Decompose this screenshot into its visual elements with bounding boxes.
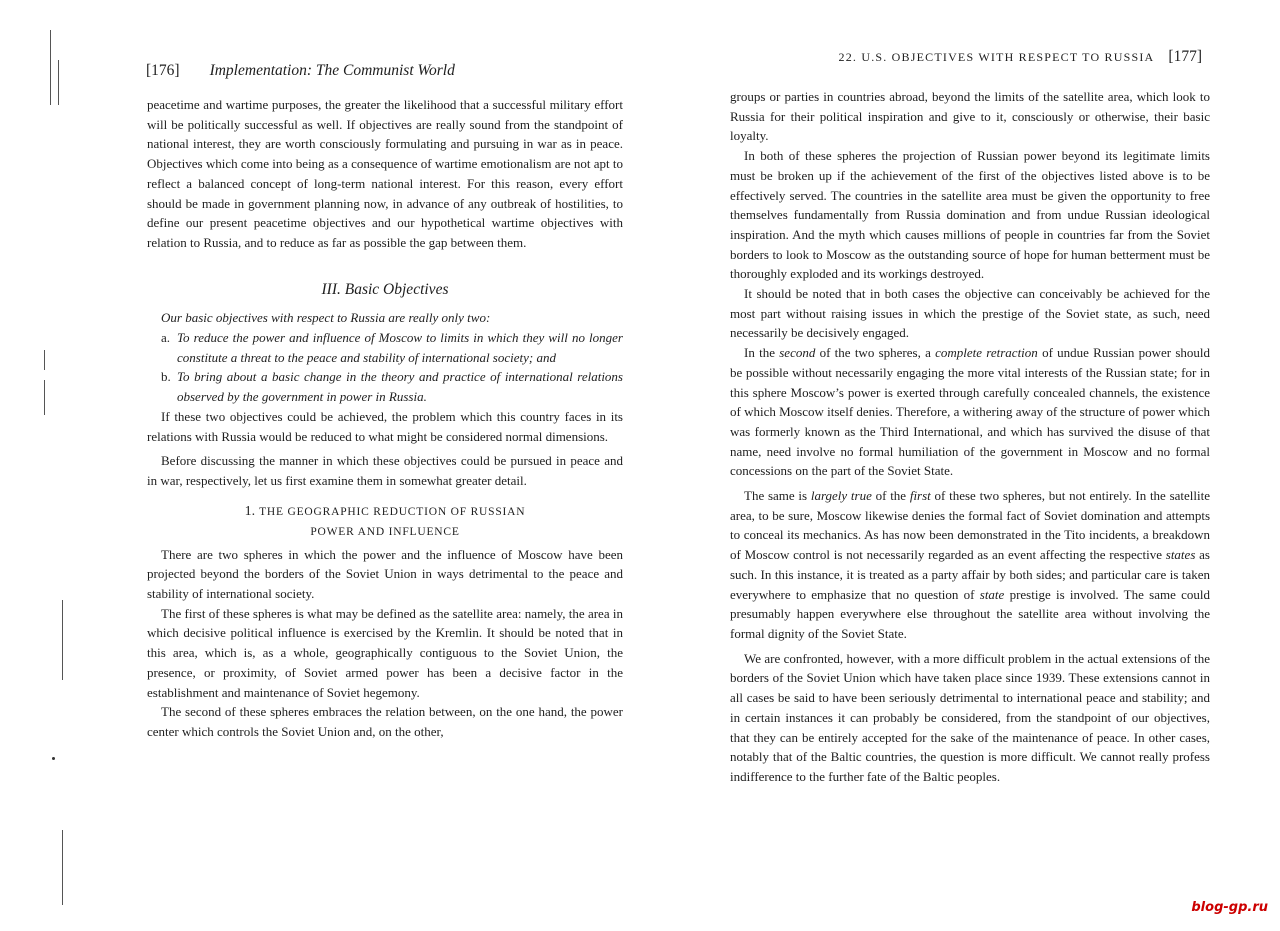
- paragraph: It should be noted that in both cases the objective can conceivably be achieved for the most part without raising issues in which the prestige of the Soviet state, as such, need necessarily be decisively engaged.: [730, 286, 1210, 341]
- objective-text: To bring about a basic change in the theory and practice of international relations observed by the government in power in Russia.: [177, 369, 623, 405]
- text-run: as such. In this instance, it is treated as a party affair by both sides; and particular care is taken everywhere to emphasize that no question of: [730, 547, 1210, 602]
- paragraph: [730, 486, 1210, 644]
- emphasis: complete retraction: [935, 345, 1038, 361]
- binding-mark: [44, 350, 45, 370]
- emphasis: state: [979, 586, 1005, 602]
- subsection-line: POWER AND INFLUENCE: [310, 525, 460, 538]
- binding-mark: [62, 830, 63, 905]
- text-run: of the two spheres, a: [815, 345, 936, 361]
- section-heading: III. Basic Objectives: [321, 280, 449, 298]
- binding-mark: [62, 600, 63, 680]
- right-page: [640, 0, 1280, 931]
- emphasis: states: [1165, 547, 1196, 563]
- paragraph: If these two objectives could be achieved, the problem which this country faces in its relations with Russia would be reduced to what might be considered normal dimensions.: [147, 408, 623, 444]
- text-run: of the: [871, 488, 910, 504]
- text-run: In the: [744, 345, 780, 361]
- paragraph: In both of these spheres the projection of Russian power beyond its legitimate limits must be broken up if the achievement of the first of the objectives listed above is to be effectively served. The countries in the satellite area must be given the opportunity to free themselves fundamentally from Russia domination and from undue Russian ideological inspiration. And the myth which causes millions of people in countries far from the Soviet borders to look to Moscow as the outstanding source of hope for human betterment must be thoroughly exploded and its workings destroyed.: [730, 148, 1210, 282]
- paragraph: We are confronted, however, with a more difficult problem in the actual extensions of the borders of the Soviet Union which have taken place since 1939. These extensions cannot in all cases be said to have been seriously detrimental to international peace and stability; and in certain instances it can probably be considered, from the standpoint of our objectives, that they can be entirely accepted for the sake of the maintenance of peace. In other cases, notably that of the Baltic countries, the question is more difficult. We cannot really profess indifference to the further fate of the Baltic peoples.: [730, 650, 1210, 784]
- emphasis: first: [909, 488, 931, 504]
- subsection-number: 1.: [244, 503, 256, 519]
- paragraph: The second of these spheres embraces the relation between, on the one hand, the power center which controls the Soviet Union and, on the other,: [147, 704, 623, 739]
- subsection-line: THE GEOGRAPHIC REDUCTION OF RUSSIAN: [259, 505, 526, 518]
- page-number: [177]: [1168, 48, 1202, 65]
- running-title: 22. U.S. OBJECTIVES WITH RESPECT TO RUSSIA: [838, 50, 1155, 64]
- paragraph: peacetime and wartime purposes, the greater the likelihood that a successful military effort will be politically successful as well. If objectives are really sound from the standpoint of national interest, they are worth consciously formulating and pursuing in war as in peace. Objectives which come into being as a consequence of wartime emotionalism are not apt to reflect a balanced concept of long-term national interest. For this reason, every effort should be made in government planning now, in advance of any outbreak of hostilities, to define our present peacetime objectives and our hypothetical wartime objectives with relation to Russia, and to reduce as far as possible the gap between them.: [147, 97, 623, 250]
- emphasis: second: [779, 345, 816, 361]
- subsection-heading: [147, 502, 623, 542]
- running-head: [146, 62, 455, 80]
- objective-text: To reduce the power and influence of Moscow to limits in which they will no longer constitute a threat to the peace and stability of international society; and: [177, 330, 623, 365]
- objective-label: a.: [161, 330, 171, 346]
- text-run: The same is: [744, 488, 811, 504]
- objective-b: [147, 367, 623, 406]
- objective-a: [147, 328, 623, 367]
- body-text: [147, 95, 623, 742]
- text-run: of these two spheres, but not entirely. In the satellite area, to be sure, Moscow likewise denies the formal fact of Soviet domination and attempts to conceal its mechanics. As has now been demonstrated in the Tito incidents, a breakdown of Moscow control is not necessarily regarded as an event affecting the respective: [730, 488, 1211, 563]
- objectives-intro: Our basic objectives with respect to Russia are really only two:: [161, 310, 491, 326]
- text-run: of undue Russian power should be possible without necessarily engaging the more vital interests of the Russian state; for in this sphere Moscow’s power is exerted through carefully concealed channels, the existence of which Moscow itself denies. Therefore, a withering away of the structure of power which was formerly known as the Third International, and which has survived the disuse of that name, need involve no formal humiliation of the government in Moscow and no formal concessions on the part of the Soviet State.: [730, 345, 1211, 479]
- scan-speck: [52, 757, 55, 760]
- emphasis: largely true: [810, 488, 872, 504]
- body-text: [730, 87, 1210, 787]
- text-run: prestige is involved. The same could presumably happen everywhere else throughout the satellite area without involving the formal dignity of the Soviet State.: [730, 586, 1210, 641]
- running-head: [839, 48, 1202, 66]
- paragraph: The first of these spheres is what may be defined as the satellite area: namely, the area in which decisive political influence is exercised by the Kremlin. It should be noted that in this area, which is, as a whole, geographically contiguous to the Soviet Union, the presence, or proximity, of Soviet armed power has been a decisive factor in the establishment and maintenance of Soviet hegemony.: [147, 605, 623, 700]
- paragraph: There are two spheres in which the power and the influence of Moscow have been projected beyond the borders of the Soviet Union in ways detrimental to the peace and stability of international society.: [147, 546, 623, 602]
- paragraph: groups or parties in countries abroad, beyond the limits of the satellite area, which look to Russia for their political inspiration and give to it, consciously or otherwise, their basic loyalty.: [730, 89, 1210, 144]
- binding-mark: [58, 60, 59, 105]
- binding-mark: [50, 30, 51, 105]
- binding-mark: [44, 380, 45, 415]
- page-number: [176]: [146, 62, 180, 79]
- running-title: Implementation: The Communist World: [209, 62, 455, 79]
- paragraph: Before discussing the manner in which these objectives could be pursued in peace and in war, respectively, let us first examine them in somewhat greater detail.: [147, 453, 623, 488]
- watermark: blog-gp.ru: [1191, 900, 1268, 915]
- paragraph: [730, 343, 1210, 481]
- objective-label: b.: [161, 369, 171, 385]
